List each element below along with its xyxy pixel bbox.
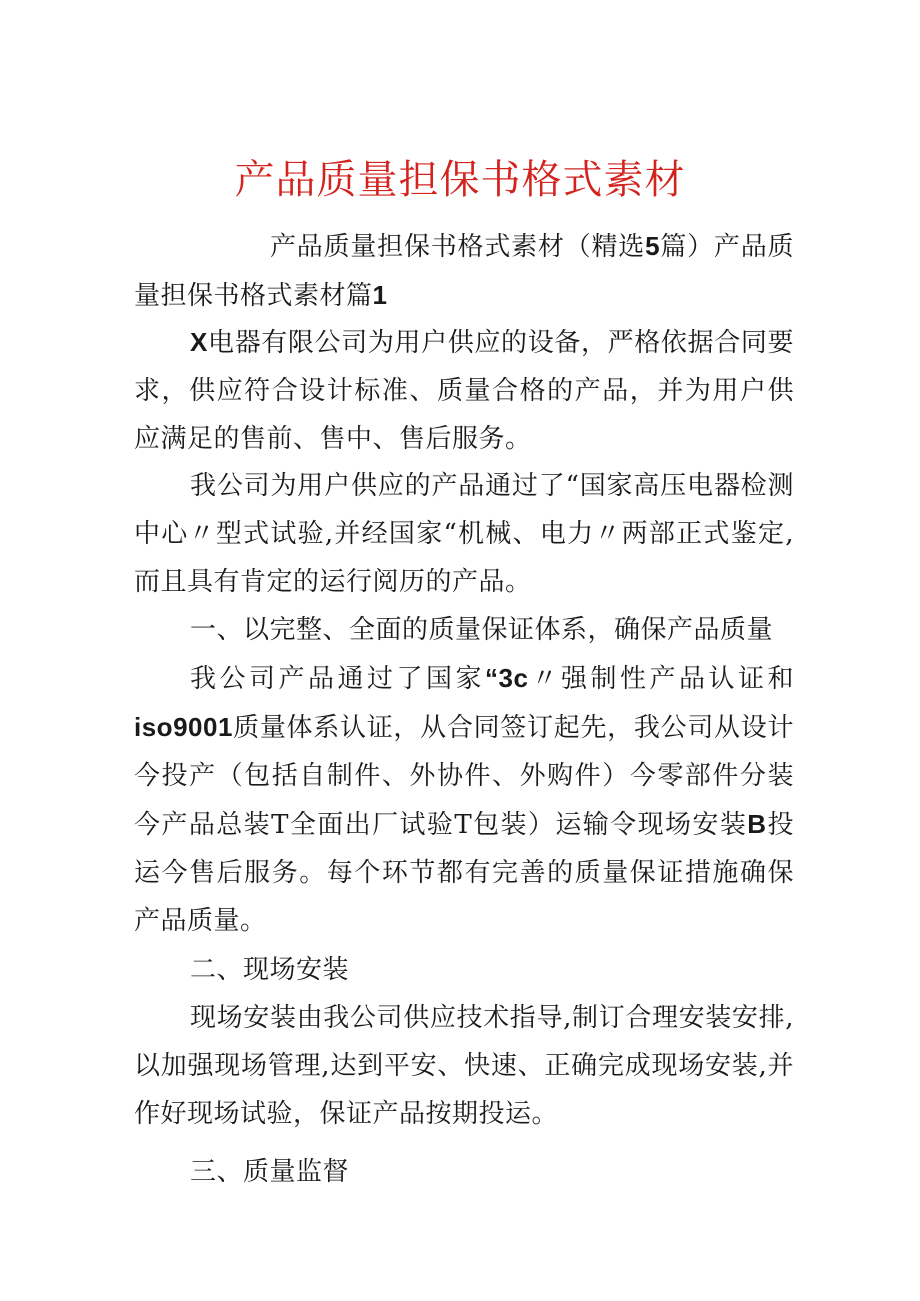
section-heading-2: 二、现场安装 xyxy=(190,955,350,985)
paragraph-3-arrow-3: B xyxy=(747,809,767,839)
document-title: 产品质量担保书格式素材 xyxy=(234,157,686,203)
paragraph-3-text-c: 〃强制性产品认证和 xyxy=(528,664,794,694)
paragraph-3 xyxy=(134,654,794,945)
intro-text-2: 篇）产品质量担保书格式素材篇 xyxy=(134,232,794,311)
section-heading-1: 一、以完整、全面的质量保证体系，确保产品质量 xyxy=(190,615,774,645)
intro-paragraph xyxy=(134,222,794,320)
paragraph-3-text-k: 投运今售后服务。每个环节都有完善的质量保证措施确保产品质量。 xyxy=(134,810,794,936)
company-letter: X xyxy=(190,327,208,357)
section-heading-3: 三、质量监督 xyxy=(190,1157,350,1187)
paragraph-3-text-a: 我公司产品通过了国家 xyxy=(190,664,486,694)
paragraph-3-cert-iso: iso9001 xyxy=(134,712,233,742)
paragraph-2: 我公司为用户供应的产品通过了“国家高压电器检测中心〃型式试验,并经国家“机械、电力〃两部正式鉴定,而且具有肯定的运行阅历的产品。 xyxy=(134,471,794,597)
paragraph-4: 现场安装由我公司供应技术指导,制订合理安装安排,以加强现场管理,达到平安、快速、正确完成现场安装,并作好现场试验，保证产品按期投运。 xyxy=(134,1003,794,1129)
paragraph-3-text-e: 质量体系认证，从合同签订起先，我公司从设计今投产（包括自制件、外协件、外购件）今零部件分装今产品总装 xyxy=(134,713,794,840)
intro-number: 1 xyxy=(372,280,388,310)
paragraph-3-arrow-2: T xyxy=(454,810,473,840)
intro-count: 5 xyxy=(645,231,661,261)
paragraph-1-text: 电器有限公司为用户供应的设备，严格依据合同要求，供应符合设计标准、质量合格的产品，并为用户供应满足的售前、售中、售后服务。 xyxy=(134,328,794,454)
paragraph-3-text-g: 全面出厂试验 xyxy=(288,810,455,840)
paragraph-3-cert-3c: “3c xyxy=(485,663,529,693)
intro-text: 产品质量担保书格式素材（精选 xyxy=(270,232,646,262)
paragraph-1 xyxy=(134,318,794,463)
paragraph-3-arrow-1: T xyxy=(271,810,289,840)
paragraph-3-text-i: 包装）运输令现场安装 xyxy=(472,810,748,840)
